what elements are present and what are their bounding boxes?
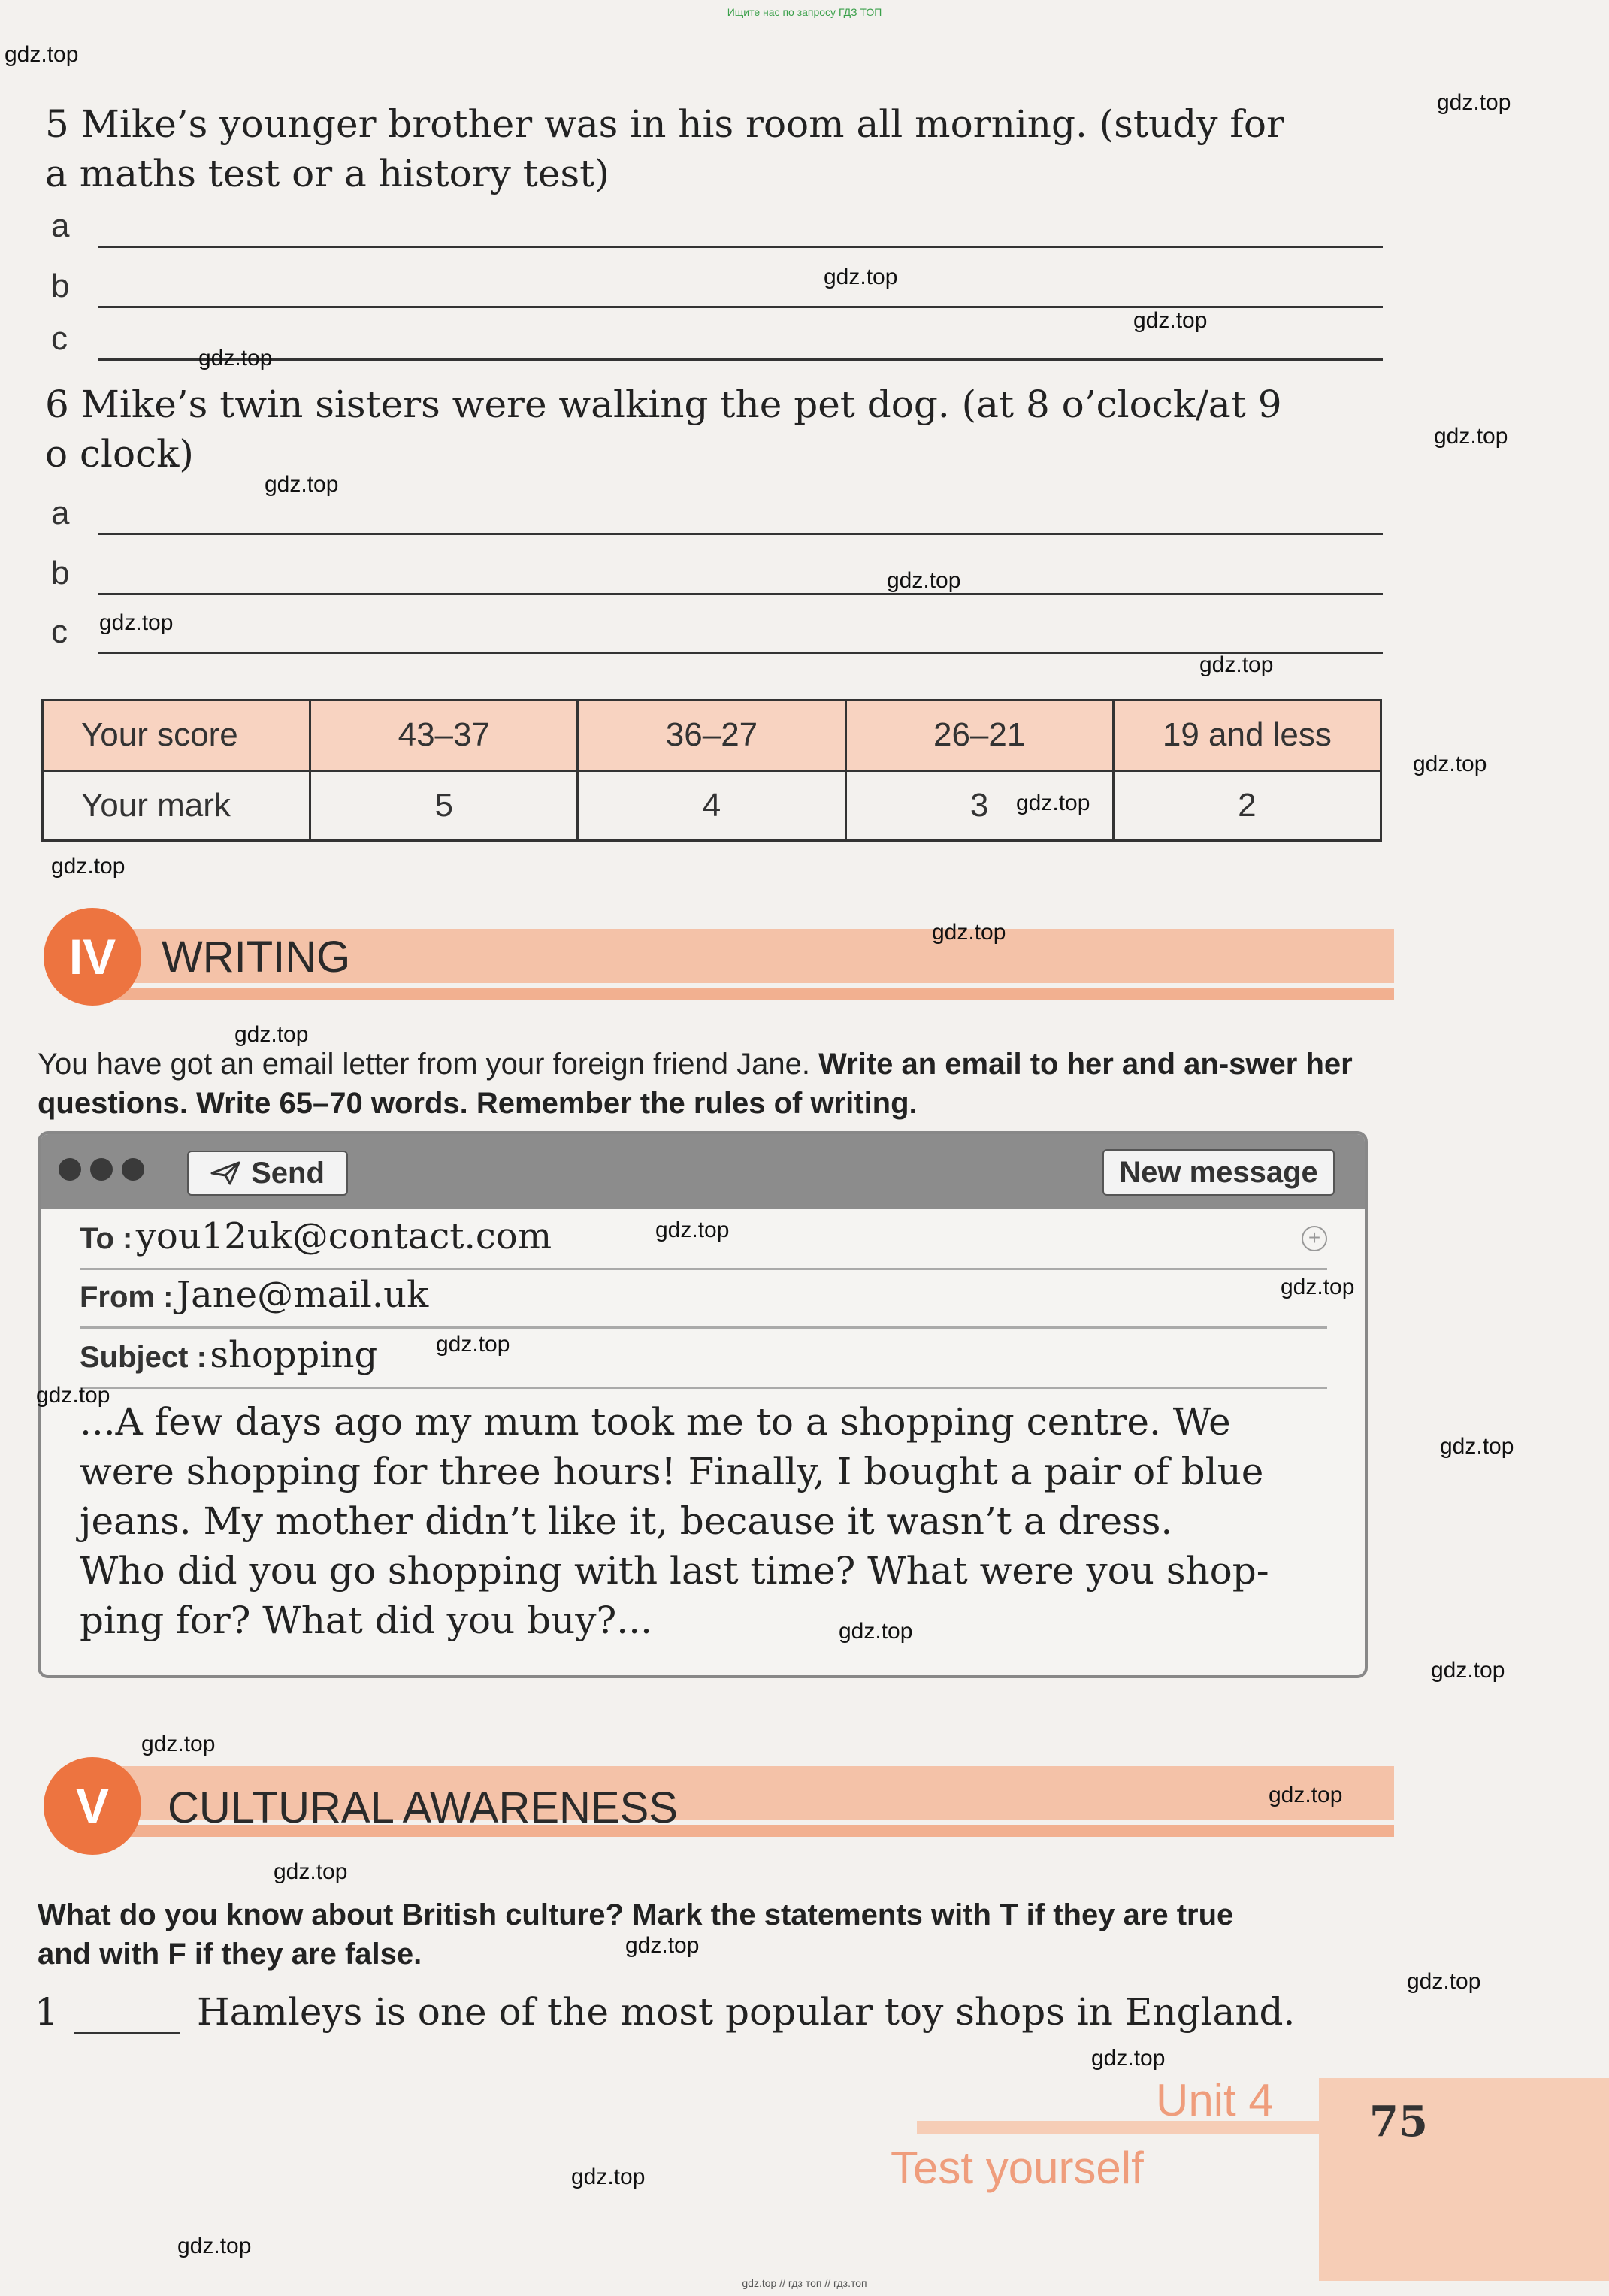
watermark: gdz.top (1091, 2046, 1166, 2071)
culture-instruction-line-2: and with F if they are false. (38, 1938, 422, 1971)
watermark: gdz.top (1437, 90, 1511, 115)
table-cell: 43–37 (310, 700, 578, 771)
option-letter: c (51, 320, 68, 357)
question-6-line-2: o clock) (45, 432, 194, 476)
table-row (43, 770, 1381, 841)
watermark: gdz.top (234, 1022, 309, 1047)
watermark: gdz.top (1440, 1434, 1514, 1459)
option-letter: b (51, 268, 70, 304)
watermark: gdz.top (655, 1218, 730, 1242)
watermark: gdz.top (1281, 1275, 1355, 1299)
answer-line-6a[interactable] (45, 489, 1383, 549)
watermark: gdz.top (1434, 424, 1508, 449)
email-body: ...A few days ago my mum took me to a shopping centre. We were shopping for three hours! Finally, I bought a pair of blue jeans. My mother didn’t like it, because it wasn’t a dress. Who did you go shopping with last time? What were you shop- ping for? What did you buy?... (80, 1400, 1269, 1642)
option-letter: a (51, 207, 70, 244)
window-dot[interactable] (59, 1158, 81, 1181)
watermark: gdz.top (436, 1332, 510, 1357)
table-cell: 2 (1113, 770, 1381, 841)
unit-label: Unit 4 (1156, 2075, 1274, 2125)
window-dot[interactable] (122, 1158, 144, 1181)
page-corner (1319, 2078, 1609, 2281)
test-yourself-label: Test yourself (891, 2143, 1144, 2193)
instruction-plain: You have got an email letter from your foreign friend Jane. (38, 1048, 819, 1081)
score-table (41, 699, 1382, 842)
watermark: gdz.top (839, 1619, 913, 1644)
table-cell: 19 and less (1113, 700, 1381, 771)
section-5-number: V (44, 1757, 141, 1855)
watermark: gdz.top (1133, 308, 1208, 333)
watermark: gdz.top (824, 265, 898, 289)
instruction-bold: Write an email to her and an-swer her questions. Write 65–70 words. Remember the rules of writing. (38, 1048, 1353, 1120)
email-window (38, 1131, 1368, 1678)
watermark: gdz.top (1199, 652, 1274, 677)
statement-1-answer-blank[interactable] (74, 1993, 180, 2034)
table-cell: Your score (43, 700, 310, 771)
watermark: gdz.top (887, 568, 961, 593)
section-4-title: WRITING (162, 933, 351, 982)
watermark: gdz.top (141, 1732, 216, 1756)
section-4-number: IV (44, 908, 141, 1006)
send-button[interactable] (187, 1151, 348, 1196)
add-recipient-icon[interactable]: + (1302, 1226, 1327, 1251)
table-cell: 36–27 (578, 700, 845, 771)
watermark: gdz.top (1407, 1969, 1481, 1994)
statement-1-text: Hamleys is one of the most popular toy shops in England. (197, 1990, 1296, 2034)
table-cell: 26–21 (845, 700, 1113, 771)
culture-instruction-line-1: What do you know about British culture? Mark the statements with T if they are true (38, 1898, 1234, 1931)
subject-field[interactable] (80, 1334, 1327, 1389)
table-cell: 3 (845, 770, 1113, 841)
question-5-line-2: a maths test or a history test) (45, 152, 609, 195)
subject-value: shopping (210, 1334, 378, 1376)
watermark: gdz.top (571, 2164, 646, 2189)
option-letter: c (51, 613, 68, 650)
paper-plane-icon (210, 1161, 240, 1185)
watermark: gdz.top (1431, 1658, 1505, 1683)
from-value: Jane@mail.uk (176, 1274, 429, 1316)
statement-1-number: 1 (35, 1990, 59, 2034)
table-row (43, 700, 1381, 771)
bottom-banner: gdz.top // гдз топ // гдз.топ (742, 2277, 867, 2289)
question-5-line-1: 5 Mike’s younger brother was in his room all morning. (study for (45, 102, 1284, 146)
option-letter: b (51, 555, 70, 591)
send-label: Send (251, 1156, 325, 1190)
watermark: gdz.top (1413, 752, 1487, 776)
watermark: gdz.top (932, 920, 1006, 945)
watermark: gdz.top (198, 346, 273, 371)
watermark: gdz.top (99, 610, 174, 635)
answer-line-6c[interactable] (45, 607, 1383, 667)
watermark: gdz.top (265, 472, 339, 497)
page-number: 75 (1369, 2097, 1428, 2146)
from-label: From : (80, 1281, 174, 1314)
top-banner: Ищите нас по запросу ГДЗ ТОП (727, 6, 882, 18)
watermark: gdz.top (274, 1859, 348, 1884)
answer-line-5a[interactable] (45, 201, 1383, 262)
watermark: gdz.top (5, 42, 79, 67)
watermark: gdz.top (1016, 791, 1090, 815)
table-cell: Your mark (43, 770, 310, 841)
new-message-button[interactable]: New message (1102, 1149, 1335, 1196)
watermark: gdz.top (625, 1933, 700, 1958)
watermark: gdz.top (177, 2234, 252, 2258)
to-label: To : (80, 1222, 133, 1255)
watermark: gdz.top (36, 1383, 110, 1408)
table-cell: 5 (310, 770, 578, 841)
to-value: you12uk@contact.com (135, 1215, 552, 1257)
watermark: gdz.top (51, 854, 126, 879)
section-5-title: CULTURAL AWARENESS (168, 1783, 678, 1832)
from-field[interactable] (80, 1274, 1327, 1329)
watermark: gdz.top (1269, 1783, 1343, 1807)
window-dot[interactable] (90, 1158, 113, 1181)
question-6-line-1: 6 Mike’s twin sisters were walking the pet dog. (at 8 o’clock/at 9 (45, 383, 1282, 426)
subject-label: Subject : (80, 1341, 207, 1374)
option-letter: a (51, 495, 70, 531)
writing-instruction (38, 1045, 1390, 1123)
table-cell: 4 (578, 770, 845, 841)
answer-line-6b[interactable] (45, 549, 1383, 609)
